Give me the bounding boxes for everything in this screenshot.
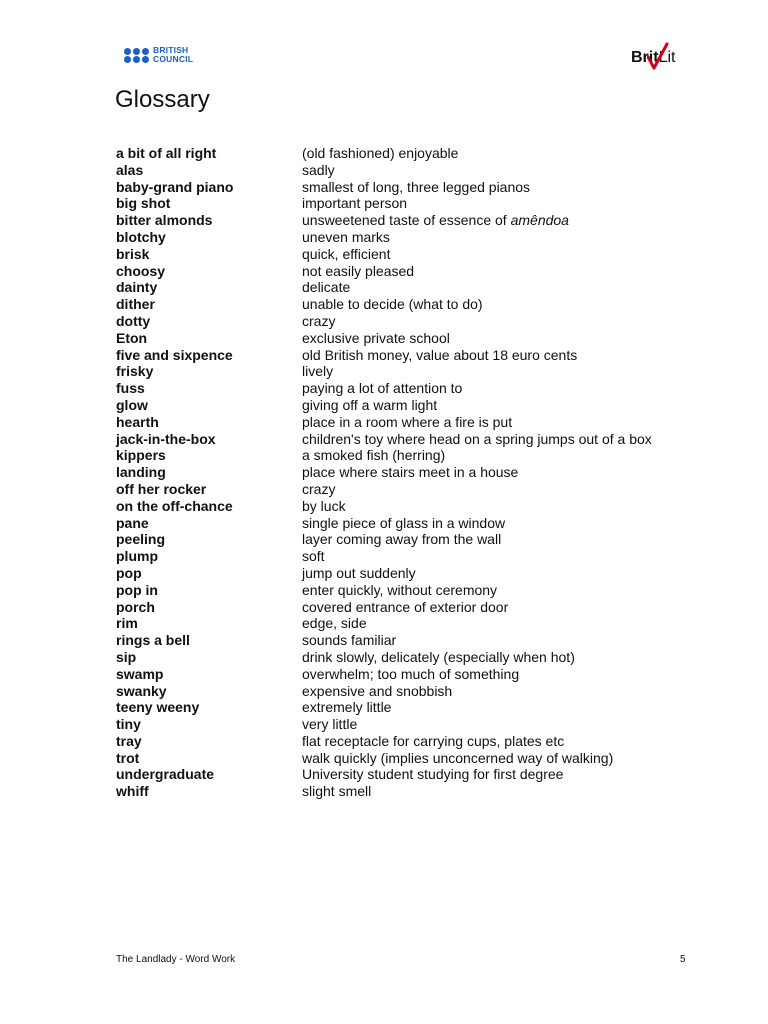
glossary-row [116, 464, 676, 481]
glossary-definition: quick, efficient [302, 245, 391, 262]
glossary-term: trot [116, 749, 140, 766]
glossary-term: fuss [116, 380, 145, 397]
glossary-definition: sounds familiar [302, 632, 397, 649]
glossary-term: kippers [116, 447, 166, 464]
red-checkmark-icon [647, 42, 669, 72]
glossary-definition: extremely little [302, 699, 392, 716]
glossary-definition: by luck [302, 497, 346, 514]
british-council-logo [124, 46, 193, 64]
glossary-definition: children's toy where head on a spring jumps out of a box [302, 430, 652, 447]
glossary-row [116, 699, 676, 716]
glossary-term: tray [116, 732, 142, 749]
glossary-row [116, 716, 676, 733]
glossary-term: alas [116, 161, 144, 178]
glossary-row [116, 599, 676, 616]
glossary-row [116, 263, 676, 280]
glossary-row [116, 615, 676, 632]
glossary-term: peeling [116, 531, 166, 548]
glossary-term: baby-grand piano [116, 178, 234, 195]
glossary-definition: giving off a warm light [302, 396, 438, 413]
glossary-definition: overwhelm; too much of something [302, 665, 520, 682]
glossary-term: rings a bell [116, 632, 190, 649]
glossary-term: porch [116, 598, 155, 615]
glossary-term: undergraduate [116, 766, 215, 783]
glossary-definition: jump out suddenly [302, 564, 416, 581]
glossary-row [116, 447, 676, 464]
glossary-row [116, 783, 676, 800]
glossary-definition: old British money, value about 18 euro cents [302, 346, 578, 363]
glossary-term: five and sixpence [116, 346, 233, 363]
glossary-term: on the off-chance [116, 497, 233, 514]
glossary-term: pane [116, 514, 149, 531]
glossary-definition-emphasis: amêndoa [510, 212, 569, 229]
glossary-term: plump [116, 548, 158, 565]
glossary-term: whiff [116, 783, 149, 800]
glossary-row [116, 145, 676, 162]
glossary-definition: expensive and snobbish [302, 682, 453, 699]
glossary-term: frisky [116, 363, 154, 380]
glossary-row [116, 498, 676, 515]
glossary-term: off her rocker [116, 480, 207, 497]
glossary-term: tiny [116, 716, 141, 733]
glossary-term: sip [116, 648, 137, 665]
glossary-definition: place in a room where a fire is put [302, 413, 513, 430]
glossary-term: glow [116, 396, 148, 413]
glossary-definition: uneven marks [302, 228, 390, 245]
british-council-logo-text: BRITISH COUNCIL [153, 45, 194, 64]
glossary-definition: a smoked fish (herring) [302, 447, 446, 464]
glossary-row [116, 548, 676, 565]
glossary-definition: lively [302, 363, 334, 380]
glossary-term: Eton [116, 329, 148, 346]
glossary-row [116, 212, 676, 229]
glossary-term: big shot [116, 195, 171, 212]
glossary-row [116, 666, 676, 683]
glossary-definition: walk quickly (implies unconcerned way of walking) [302, 749, 614, 766]
glossary-definition: smallest of long, three legged pianos [302, 178, 531, 195]
glossary-definition: exclusive private school [302, 329, 450, 346]
glossary-term: teeny weeny [116, 699, 200, 716]
glossary-term: swanky [116, 682, 167, 699]
glossary-definition: drink slowly, delicately (especially when hot) [302, 648, 575, 665]
glossary-row [116, 632, 676, 649]
glossary-row [116, 531, 676, 548]
glossary-row [116, 330, 676, 347]
glossary-definition: crazy [302, 312, 336, 329]
glossary-row [116, 397, 676, 414]
footer-document-title: The Landlady - Word Work [116, 954, 236, 965]
glossary-row [116, 229, 676, 246]
glossary-row [116, 481, 676, 498]
glossary-term: rim [116, 615, 138, 632]
glossary-definition: slight smell [302, 783, 372, 800]
glossary-row [116, 750, 676, 767]
glossary-definition: place where stairs meet in a house [302, 464, 519, 481]
footer-page-number: 5 [680, 954, 686, 965]
glossary-row [116, 246, 676, 263]
glossary-term: dotty [116, 312, 151, 329]
glossary-definition: very little [302, 716, 358, 733]
glossary-definition [302, 212, 666, 229]
glossary-row [116, 414, 676, 431]
glossary-term: swamp [116, 665, 164, 682]
glossary-term: brisk [116, 245, 150, 262]
glossary-term: dainty [116, 279, 158, 296]
glossary-row [116, 582, 676, 599]
glossary-definition: paying a lot of attention to [302, 380, 463, 397]
glossary-term: choosy [116, 262, 166, 279]
glossary-row [116, 766, 676, 783]
glossary-definition: (old fashioned) enjoyable [302, 145, 459, 161]
glossary-term: dither [116, 296, 155, 313]
glossary-row [116, 683, 676, 700]
glossary-row [116, 733, 676, 750]
glossary-term: hearth [116, 413, 159, 430]
glossary-row [116, 279, 676, 296]
glossary-term: pop in [116, 581, 158, 598]
glossary-row [116, 431, 676, 448]
glossary-definition: crazy [302, 480, 336, 497]
britlit-logo-bold: Brit [631, 49, 659, 66]
page-title: Glossary [115, 86, 210, 113]
glossary-list [116, 145, 676, 800]
glossary-definition: delicate [302, 279, 351, 296]
glossary-row [116, 296, 676, 313]
glossary-definition: University student studying for first degree [302, 766, 564, 783]
glossary-term: pop [116, 564, 142, 581]
glossary-term: landing [116, 464, 166, 481]
glossary-row [116, 313, 676, 330]
glossary-definition: soft [302, 548, 325, 565]
glossary-term: bitter almonds [116, 212, 213, 229]
glossary-definition: flat receptacle for carrying cups, plates etc [302, 732, 565, 749]
glossary-definition: enter quickly, without ceremony [302, 581, 498, 598]
british-council-dots-icon [124, 48, 150, 63]
glossary-term: blotchy [116, 228, 166, 245]
glossary-definition: covered entrance of exterior door [302, 598, 509, 615]
glossary-definition: layer coming away from the wall [302, 531, 502, 548]
glossary-row [116, 380, 676, 397]
glossary-row [116, 363, 676, 380]
glossary-definition: not easily pleased [302, 262, 415, 279]
glossary-row [116, 347, 676, 364]
britlit-logo [631, 48, 675, 68]
glossary-definition: edge, side [302, 615, 367, 632]
glossary-definition: single piece of glass in a window [302, 514, 506, 531]
glossary-row [116, 179, 676, 196]
glossary-row [116, 515, 676, 532]
glossary-row [116, 162, 676, 179]
glossary-definition: important person [302, 195, 408, 212]
glossary-definition: unable to decide (what to do) [302, 296, 483, 313]
glossary-definition-text: unsweetened taste of essence of [302, 212, 511, 229]
glossary-row [116, 649, 676, 666]
glossary-definition: sadly [302, 161, 335, 178]
glossary-row [116, 565, 676, 582]
glossary-term: a bit of all right [116, 145, 217, 161]
britlit-logo-regular: Lit [658, 49, 676, 66]
glossary-term: jack-in-the-box [116, 430, 216, 447]
glossary-row [116, 195, 676, 212]
